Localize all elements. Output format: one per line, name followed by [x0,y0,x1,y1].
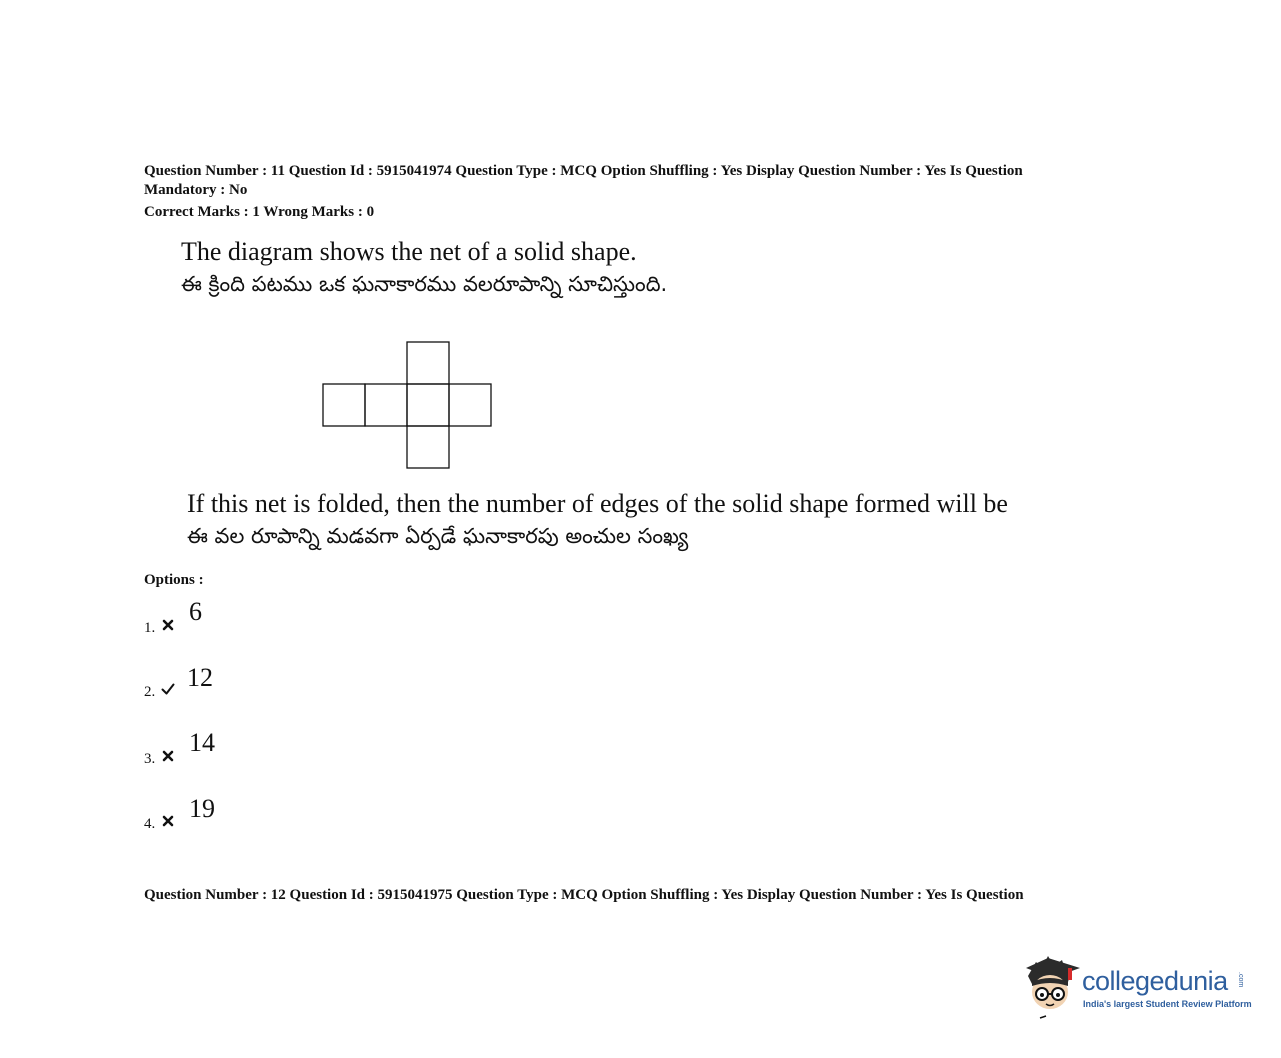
net-face-left-1 [323,384,365,426]
option-value: 19 [189,794,215,823]
check-icon [161,682,175,696]
collegedunia-logo [1022,952,1252,1022]
question-stem-english: The diagram shows the net of a solid shape. [181,237,637,266]
option-number: 4. [144,816,156,832]
net-face-top [407,342,449,384]
option-number: 2. [144,684,156,700]
logo-wordmark: collegedunia [1082,966,1228,996]
question-stem-telugu: ఈ క్రింది పటము ఒక ఘనాకారము వలరూపాన్ని సూచిస్తుంది. [181,272,668,296]
cross-icon [161,618,175,632]
option-value: 14 [189,728,215,757]
option-number: 1. [144,620,156,636]
question-prompt-telugu: ఈ వల రూపాన్ని మడవగా ఏర్పడే ఘనాకారపు అంచుల సంఖ్య [187,524,689,548]
cross-icon [161,749,175,763]
option-number: 3. [144,751,156,767]
question-meta-line: Question Number : 11 Question Id : 5915041974 Question Type : MCQ Option Shuffling : Yes Display Question Number : Yes Is Question [144,163,1023,179]
marks-line: Correct Marks : 1 Wrong Marks : 0 [144,204,375,220]
question-meta-line-2: Mandatory : No [144,182,248,198]
net-face-left-2 [365,384,407,426]
logo-suffix: .com [1237,972,1244,988]
net-face-bottom [407,426,449,468]
options-label: Options : [144,572,204,588]
net-face-center [407,384,449,426]
logo-tagline: India's largest Student Review Platform [1083,999,1252,1009]
next-question-meta-line: Question Number : 12 Question Id : 5915041975 Question Type : MCQ Option Shuffling : Yes Display Question Number : Yes Is Question [144,887,1024,903]
cube-net-diagram [320,340,496,472]
net-face-right [449,384,491,426]
question-prompt-english: If this net is folded, then the number of edges of the solid shape formed will be [187,489,1008,518]
option-value: 12 [187,663,213,692]
option-value: 6 [189,597,202,626]
mascot-icon [1022,952,1082,1022]
cross-icon [161,814,175,828]
